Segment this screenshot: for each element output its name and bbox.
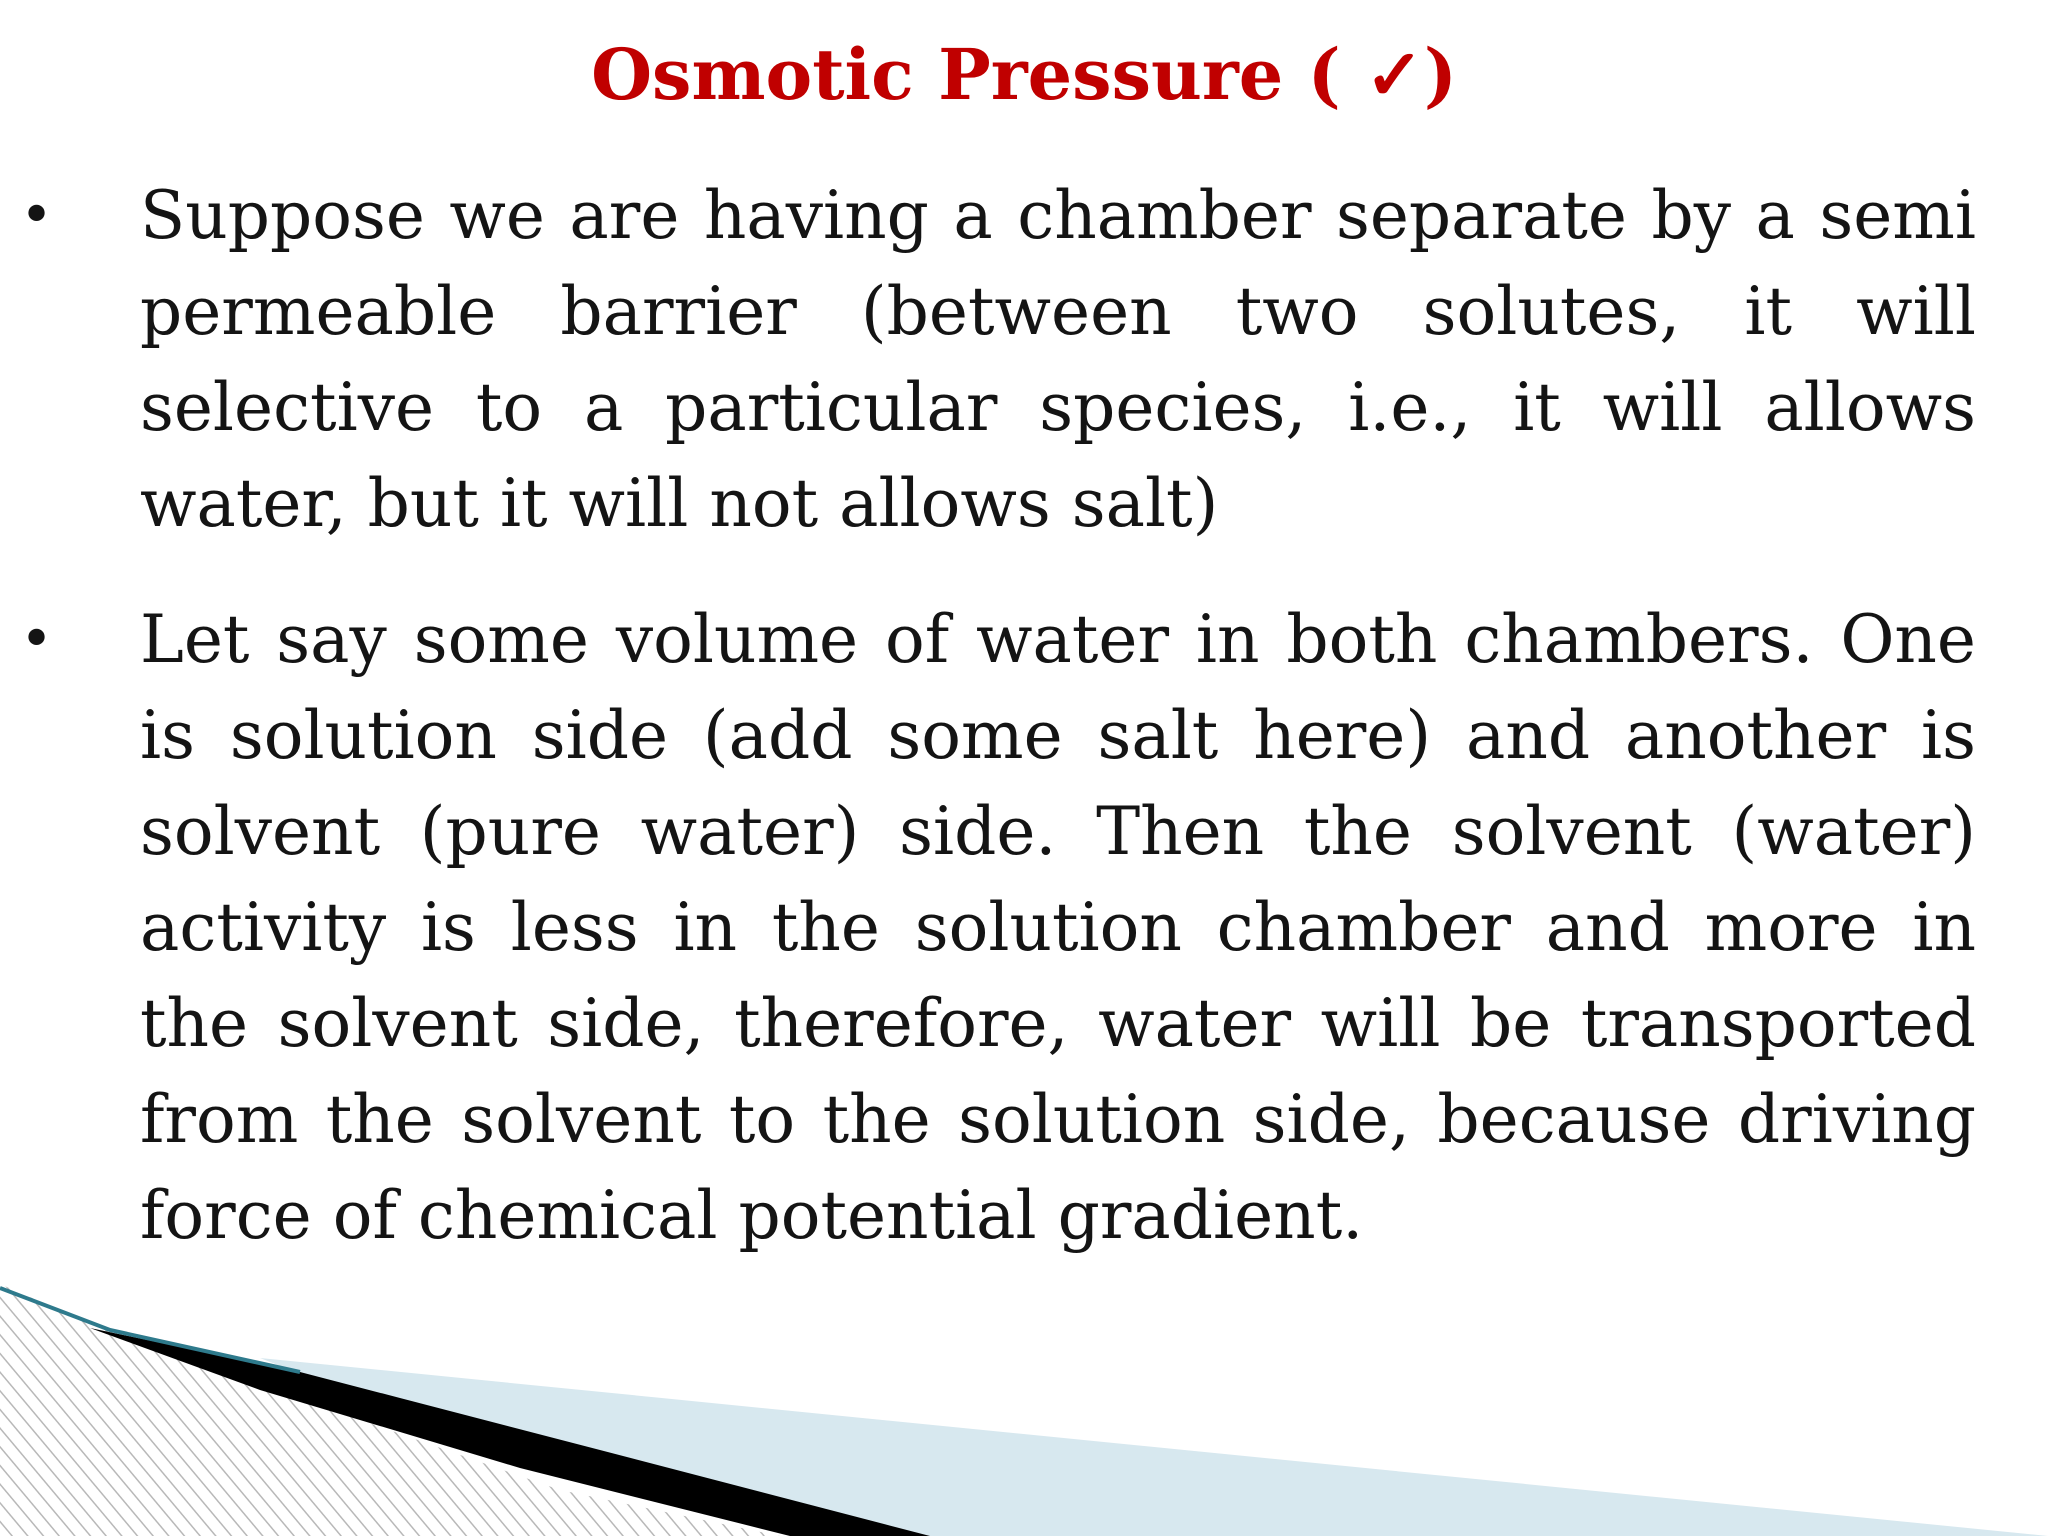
bullet-text: Suppose we are having a chamber separate by a semi permeable barrier (between two solutes, it will selective to a particular species, i.e., it will allows water, but it will not allows salt) [140,177,1976,542]
bullet-text: Let say some volume of water in both chambers. One is solution side (add some salt here) and another is solvent (pure water) side. Then the solvent (water) activity is less in the solution chamber and more in the solvent side, therefore, water will be transported from the solvent to the solution side, because driving force of chemical potential gradient. [140,601,1976,1254]
slide-title: Osmotic Pressure ( ✓) [591,33,1457,116]
bullet-dot: • [20,607,54,672]
decorative-swoosh [0,1280,2048,1536]
bullet-dot: • [20,183,54,248]
